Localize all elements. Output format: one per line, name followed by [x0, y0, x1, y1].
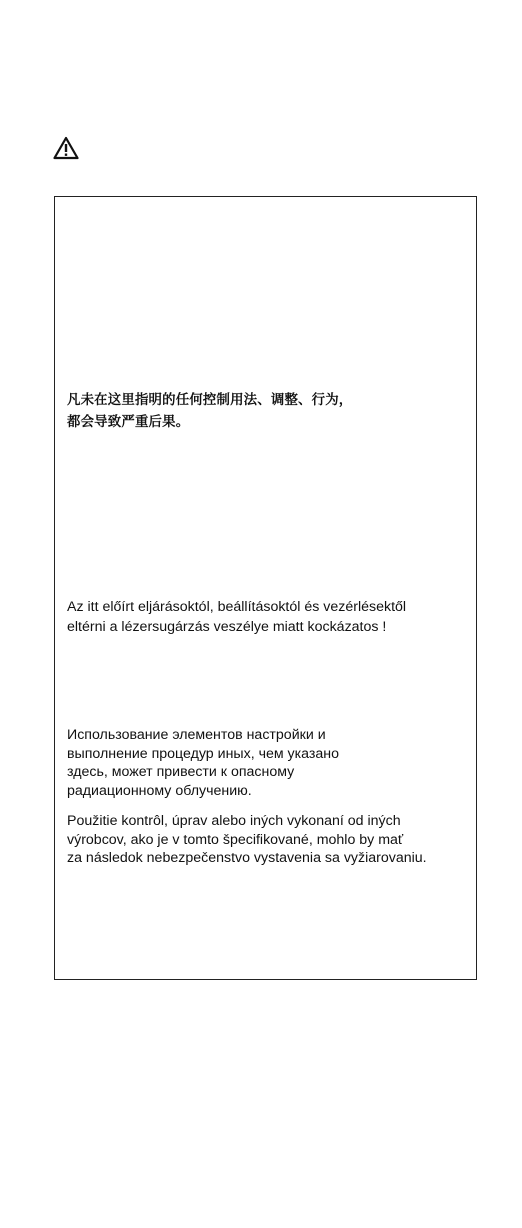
notice-slovak: Použitie kontrôl, úprav alebo iných vykonaní od iných výrobcov, ako je v tomto špecifikované, mohlo by mať za následok nebezpečenstvo vystavenia sa vyžiarovaniu.	[67, 813, 427, 866]
warning-triangle-icon	[53, 136, 79, 160]
notice-hungarian: Az itt előírt eljárásoktól, beállításoktól és vezérlésektől eltérni a lézersugárzás veszélye miatt kockázatos !	[67, 599, 407, 635]
notice-russian: Использование элементов настройки и выполнение процедур иных, чем указано здесь, может привести к опасному радиационному облучению.	[67, 727, 340, 799]
notice-chinese: 凡未在这里指明的任何控制用法、调整、行为， 都会导致严重后果。	[67, 393, 353, 430]
